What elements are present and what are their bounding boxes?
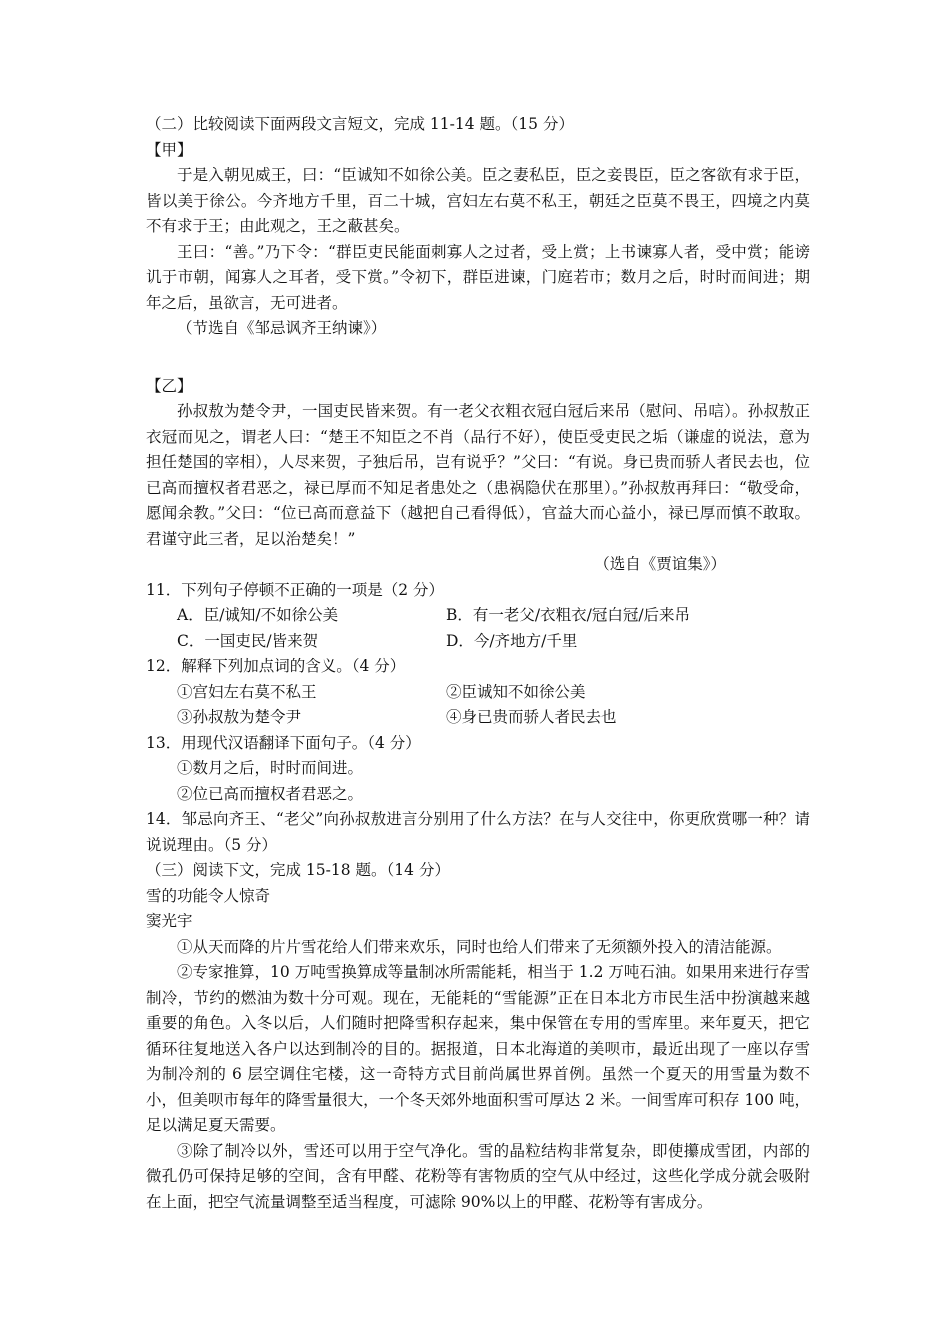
question-12-item-4: ④身已贵而骄人者民去也 <box>446 708 617 726</box>
question-11-options-row-1 <box>146 603 810 629</box>
article-title: 雪的功能令人惊奇 <box>146 886 271 905</box>
option-a: A．臣/诚知/不如徐公美 <box>177 606 339 624</box>
article-author: 窦光宇 <box>146 912 193 930</box>
question-12-items-row-1 <box>146 680 810 706</box>
question-11-stem: 11．下列句子停顿不正确的一项是（2 分） <box>146 580 445 599</box>
question-12-stem: 12．解释下列加点词的含义。（4 分） <box>146 657 406 675</box>
passage-yi-label: 【乙】 <box>146 376 193 395</box>
question-13-item-1-text: ①数月之后，时时而间进。 <box>177 759 364 777</box>
option-b: B．有一老父/衣粗衣/冠白冠/后来吊 <box>446 606 691 624</box>
option-c: C．一国吏民/皆来贺 <box>177 631 319 650</box>
question-14-stem: 14．邹忌向齐王、“老父”向孙叔敖进言分别用了什么方法？在与人交往中，你更欣赏哪一种？请说说理由。（5 分） <box>146 810 810 854</box>
article-paragraph-1: ①从天而降的片片雪花给人们带来欢乐，同时也给人们带来了无须额外投入的清洁能源。 <box>177 937 782 956</box>
question-13-item-2-text: ②位已高而擅权者君恶之。 <box>177 784 364 803</box>
question-11-options-row-2 <box>146 629 810 655</box>
question-12-items-row-2 <box>146 705 810 731</box>
question-13-item-2 <box>146 782 810 808</box>
passage-jia-paragraph-2: 王曰：“善。”乃下令：“群臣吏民能面刺寡人之过者，受上赏；上书谏寡人者，受中赏；能谤讥于市朝，闻寡人之耳者，受下赏。”令初下，群臣进谏，门庭若市；数月之后，时时而间进；期年之后，虽欲言，无可进者。 <box>146 242 810 312</box>
passage-jia-source: （节选自《邹忌讽齐王纳谏》） <box>177 319 387 337</box>
question-12-item-2: ②臣诚知不如徐公美 <box>446 682 586 701</box>
spacer <box>146 342 810 374</box>
exam-page <box>146 112 810 1215</box>
question-13-stem: 13．用现代汉语翻译下面句子。（4 分） <box>146 733 421 752</box>
section-2-heading: （二）比较阅读下面两段文言短文，完成 11-14 题。（15 分） <box>146 115 574 133</box>
passage-jia-label: 【甲】 <box>146 140 193 159</box>
passage-yi-source: （选自《贾谊集》） <box>594 555 726 573</box>
passage-jia-paragraph-1: 于是入朝见威王，曰：“臣诚知不如徐公美。臣之妻私臣，臣之妾畏臣，臣之客欲有求于臣，皆以美于徐公。今齐地方千里，百二十城，宫妇左右莫不私王，朝廷之臣莫不畏王，四境之内莫不有求于王；由此观之，王之蔽甚矣。 <box>146 166 810 235</box>
article-paragraph-2: ②专家推算，10 万吨雪换算成等量制冰所需能耗，相当于 1.2 万吨石油。如果用来进行存雪制冷，节约的燃油为数十分可观。现在，无能耗的“雪能源”正在日本北方市民生活中扮演越来越重要的角色。入冬以后，人们随时把降雪积存起来，集中保管在专用的雪库里。来年夏天，把它循环往复地送入各户以达到制冷的目的。据报道，日本北海道的美呗市，最近出现了一座以存雪为制冷剂的 6 层空调住宅楼，这一奇特方式目前尚属世界首例。虽然一个夏天的用雪量为数不小，但美呗市每年的降雪量很大，一个冬天郊外地面积雪可厚达 2 米。一间雪库可积存 100 吨，足以满足夏天需要。 <box>146 963 810 1134</box>
question-13-item-1 <box>146 756 810 782</box>
option-d: D．今/齐地方/千里 <box>446 631 578 650</box>
passage-yi-paragraph-1: 孙叔敖为楚令尹，一国吏民皆来贺。有一老父衣粗衣冠白冠后来吊（慰问、吊唁）。孙叔敖正衣冠而见之，谓老人曰：“楚王不知臣之不肖（品行不好），使臣受吏民之垢（谦虚的说法，意为担任楚国的宰相），人尽来贺，子独后吊，岂有说乎？”父曰：“有说。身已贵而骄人者民去也，位已高而擅权者君恶之，禄已厚而不知足者患处之（患祸隐伏在那里）。”孙叔敖再拜曰：“敬受命，愿闻余教。”父曰：“位已高而意益下（越把自己看得低），官益大而心益小，禄已厚而慎不敢取。君谨守此三者，足以治楚矣！” <box>146 402 810 548</box>
question-12-item-1: ①宫妇左右莫不私王 <box>177 682 317 701</box>
section-3-heading: （三）阅读下文，完成 15-18 题。（14 分） <box>146 861 450 879</box>
question-12-item-3: ③孙叔敖为楚令尹 <box>177 708 302 726</box>
article-paragraph-3: ③除了制冷以外，雪还可以用于空气净化。雪的晶粒结构非常复杂，即使攥成雪团，内部的微孔仍可保持足够的空间，含有甲醛、花粉等有害物质的空气从中经过，这些化学成分就会吸附在上面，把空气流量调整至适当程度，可滤除 90%以上的甲醛、花粉等有害成分。 <box>146 1141 810 1211</box>
